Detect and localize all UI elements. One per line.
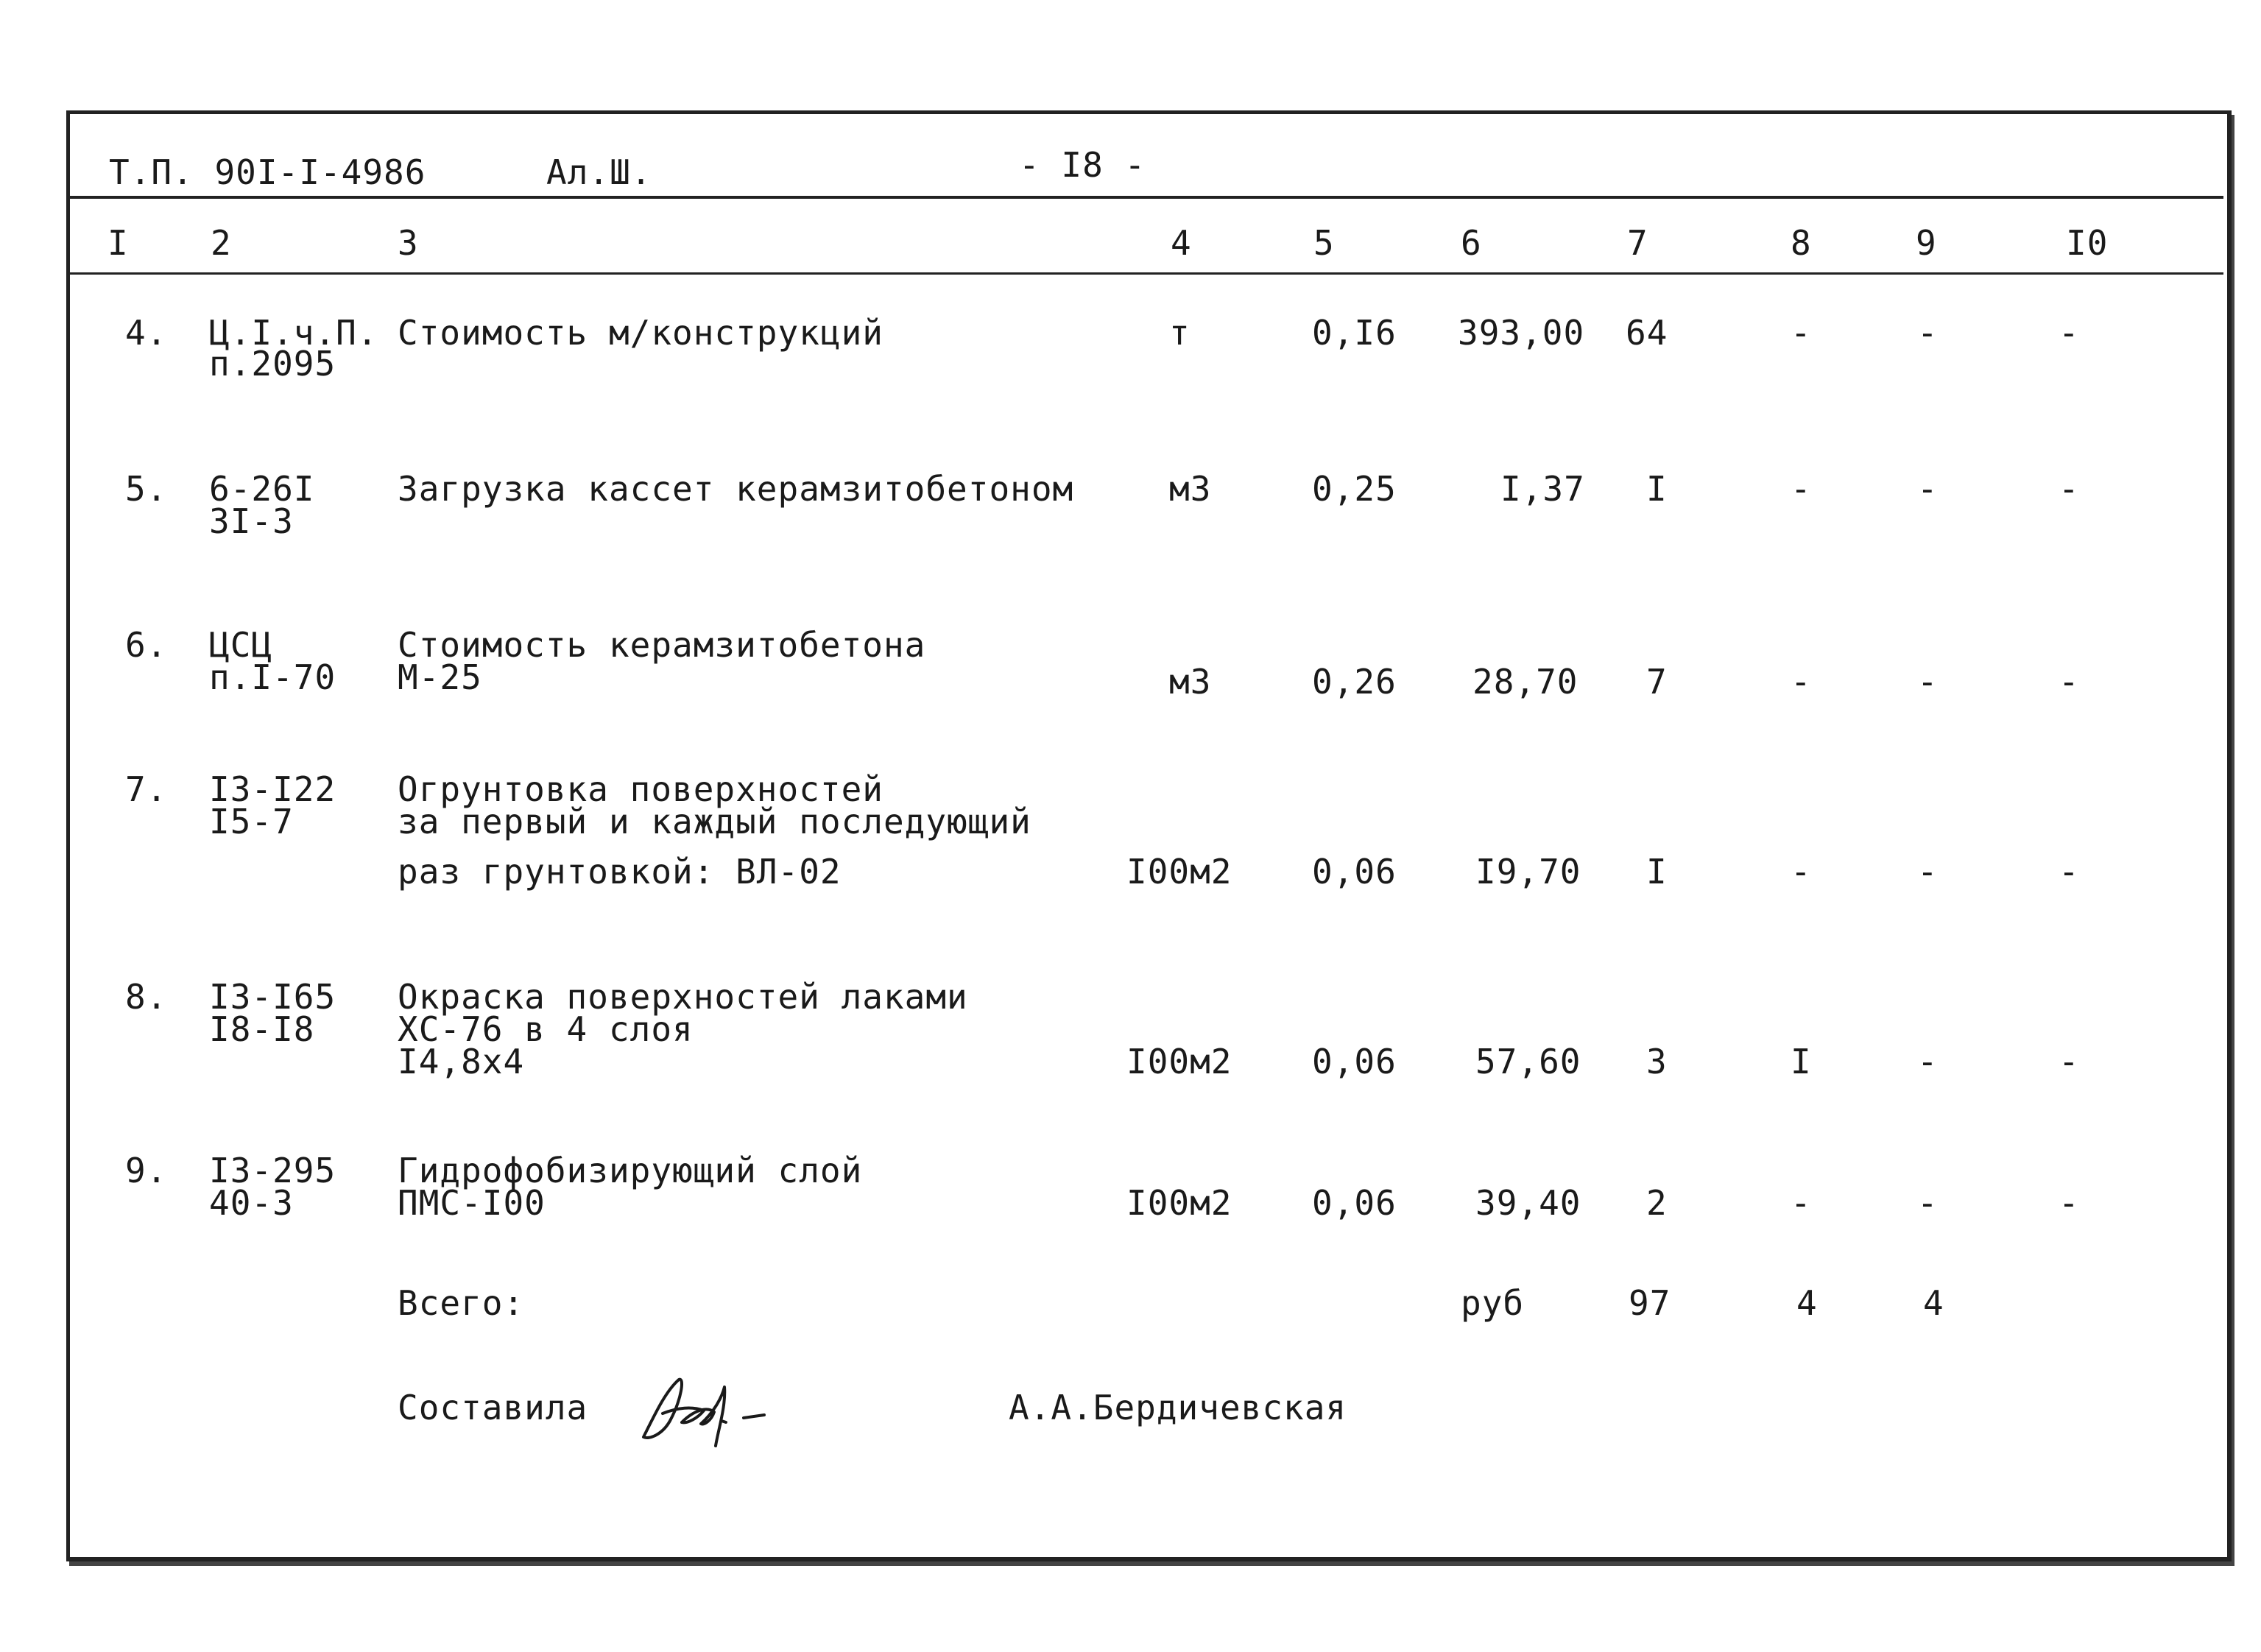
row-col7: 64 <box>1626 313 1668 353</box>
row-col9: - <box>1917 662 1939 702</box>
row-unit: I00м2 <box>1126 1183 1232 1223</box>
col-header-5: 5 <box>1313 223 1335 263</box>
page-number: - I8 - <box>1019 145 1146 185</box>
col-header-7: 7 <box>1627 223 1648 263</box>
row-col8: - <box>1791 469 1812 509</box>
row-col10: - <box>2059 662 2080 702</box>
row-code: п.I-70 <box>209 657 336 697</box>
row-description: М-25 <box>398 657 482 697</box>
row-col10: - <box>2059 1183 2080 1223</box>
total-col8: 4 <box>1796 1283 1818 1323</box>
row-price: 393,00 <box>1458 313 1585 353</box>
row-col7: 3 <box>1646 1042 1668 1081</box>
row-description: ПМС-I00 <box>398 1183 546 1223</box>
row-description: I4,8х4 <box>398 1042 525 1081</box>
row-code: п.2095 <box>209 344 336 384</box>
column-header-divider <box>70 272 2223 275</box>
row-col7: 2 <box>1646 1183 1668 1223</box>
row-price: 28,70 <box>1472 662 1579 702</box>
row-description: Загрузка кассет керамзитобетоном <box>398 469 1074 509</box>
row-description: Огрунтовка поверхностей <box>398 769 883 809</box>
row-quantity: 0,26 <box>1312 662 1397 702</box>
row-col8: - <box>1791 1183 1812 1223</box>
row-unit: т <box>1169 313 1191 353</box>
row-price: 57,60 <box>1475 1042 1581 1081</box>
col-header-9: 9 <box>1916 223 1937 263</box>
row-col9: - <box>1917 313 1939 353</box>
row-code: I5-7 <box>209 802 294 841</box>
compiler-name: А.А.Бердичевская <box>1009 1388 1347 1427</box>
row-col10: - <box>2059 852 2080 892</box>
row-unit: м3 <box>1169 469 1212 509</box>
row-description: Гидрофобизирующий слой <box>398 1151 863 1190</box>
row-col7: I <box>1646 469 1668 509</box>
row-description: Стоимость керамзитобетона <box>398 625 926 665</box>
row-quantity: 0,06 <box>1312 1042 1397 1081</box>
row-code: ЦСЦ <box>209 625 273 665</box>
total-col9: 4 <box>1923 1283 1944 1323</box>
row-col10: - <box>2059 1042 2080 1081</box>
row-col8: - <box>1791 662 1812 702</box>
row-description: за первый и каждый последующий <box>398 802 1031 841</box>
row-col9: - <box>1917 1183 1939 1223</box>
row-number: 9. <box>125 1151 168 1190</box>
header-divider <box>70 196 2223 199</box>
row-col8: I <box>1791 1042 1812 1081</box>
row-code: Ц.I.ч.П. <box>209 313 378 353</box>
col-header-1: I <box>107 223 129 263</box>
total-unit: руб <box>1461 1283 1525 1323</box>
row-code: 6-26I <box>209 469 315 509</box>
col-header-6: 6 <box>1461 223 1482 263</box>
row-description: Стоимость м/конструкций <box>398 313 883 353</box>
row-number: 4. <box>125 313 168 353</box>
row-description: раз грунтовкой: ВЛ-02 <box>398 852 842 892</box>
row-quantity: 0,25 <box>1312 469 1397 509</box>
row-price: I,37 <box>1500 469 1585 509</box>
document-frame <box>66 110 2232 1561</box>
row-code: I8-I8 <box>209 1009 315 1049</box>
row-number: 5. <box>125 469 168 509</box>
row-col9: - <box>1917 852 1939 892</box>
doc-reference: Т.П. 90I-I-4986 <box>109 152 426 192</box>
col-header-3: 3 <box>398 223 419 263</box>
row-col7: 7 <box>1646 662 1668 702</box>
row-code: I3-I22 <box>209 769 336 809</box>
album-label: Ал.Ш. <box>546 152 652 192</box>
col-header-2: 2 <box>211 223 232 263</box>
row-col9: - <box>1917 1042 1939 1081</box>
row-col7: I <box>1646 852 1668 892</box>
col-header-4: 4 <box>1171 223 1192 263</box>
row-quantity: 0,06 <box>1312 852 1397 892</box>
row-quantity: 0,I6 <box>1312 313 1397 353</box>
compiled-by-label: Составила <box>398 1388 588 1427</box>
row-code: 3I-3 <box>209 501 294 541</box>
row-col8: - <box>1791 313 1812 353</box>
row-col9: - <box>1917 469 1939 509</box>
row-number: 6. <box>125 625 168 665</box>
row-description: ХС-76 в 4 слоя <box>398 1009 694 1049</box>
signature-image <box>633 1369 780 1450</box>
total-label: Всего: <box>398 1283 525 1323</box>
row-number: 8. <box>125 977 168 1017</box>
row-quantity: 0,06 <box>1312 1183 1397 1223</box>
row-price: I9,70 <box>1475 852 1581 892</box>
row-col8: - <box>1791 852 1812 892</box>
row-code: I3-295 <box>209 1151 336 1190</box>
total-col7: 97 <box>1629 1283 1671 1323</box>
row-unit: м3 <box>1169 662 1212 702</box>
row-unit: I00м2 <box>1126 1042 1232 1081</box>
row-code: 40-3 <box>209 1183 294 1223</box>
col-header-8: 8 <box>1791 223 1812 263</box>
row-unit: I00м2 <box>1126 852 1232 892</box>
row-col10: - <box>2059 469 2080 509</box>
row-price: 39,40 <box>1475 1183 1581 1223</box>
row-code: I3-I65 <box>209 977 336 1017</box>
row-number: 7. <box>125 769 168 809</box>
row-col10: - <box>2059 313 2080 353</box>
col-header-10: I0 <box>2066 223 2109 263</box>
row-description: Окраска поверхностей лаками <box>398 977 968 1017</box>
